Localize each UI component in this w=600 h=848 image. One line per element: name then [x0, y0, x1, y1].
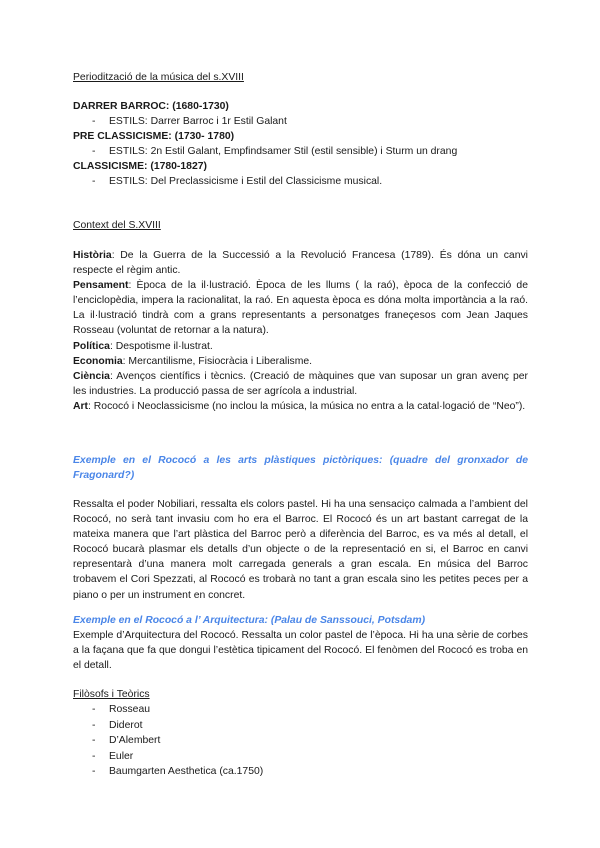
philosopher-name: Baumgarten Aesthetica (ca.1750) [109, 766, 264, 777]
era-title-pre-classicism: PRE CLASSICISME: (1730- 1780) [73, 131, 235, 142]
context-list [73, 248, 528, 414]
context-text: : Època de la il·lustració. Època de les llums ( la raó), època de la confecció de l’enciclopèdia, impera la racionalitat, la raó. En aquesta època es dóna molta importància a la raó. La il·lustració tindrà com a grans representants a personatges franeçesos com Jean Jaques Rosseau (voluntat de retornar a la natura). [73, 280, 528, 337]
bullet-dash: - [92, 116, 96, 127]
context-text: : De la Guerra de la Successió a la Revolució Francesa (1789). És dóna un canvi respecte el règim antic. [73, 250, 528, 277]
context-term: Història [73, 250, 112, 261]
context-item-politics [73, 339, 528, 354]
era-styles-late-baroque: ESTILS: Darrer Barroc i 1r Estil Galant [109, 116, 287, 127]
philosopher-name: Euler [109, 750, 134, 762]
bullet-dash: - [92, 750, 96, 762]
context-text: : Rococó i Neoclassicisme (no inclou la música, la música no entra a la catal·logació de “Neo”). [88, 400, 526, 412]
bullet-dash: - [92, 766, 96, 777]
context-term: Economia [73, 355, 123, 367]
periodization-heading: Periodització de la música del s.XVIII [73, 72, 244, 83]
bullet-dash: - [92, 719, 96, 731]
context-item-history [73, 248, 528, 278]
era-styles-classicism: ESTILS: Del Preclassicisme i Estil del Classicisme musical. [109, 176, 383, 187]
philosopher-name: Diderot [109, 719, 143, 731]
rococo-architecture-body: Exemple d’Arquitectura del Rococó. Ressalta un color pastel de l’època. Hi ha una sèrie de corbes a la façana que fa que dongui l’estètica tipicament del Rococó. El fenòmen del Rococó es troba en el detall. [73, 630, 528, 672]
bullet-dash: - [92, 146, 96, 157]
context-text: : Mercantilisme, Fisiocràcia i Liberalisme. [122, 355, 313, 367]
context-item-science [73, 369, 528, 399]
rococo-painting-heading: Exemple en el Rococó a les arts plàstiques pictòriques: (quadre del gronxador de Fragonard?) [73, 455, 528, 482]
era-styles-pre-classicism: ESTILS: 2n Estil Galant, Empfindsamer Stil (estil sensible) i Sturm un drang [109, 146, 458, 157]
bullet-dash: - [92, 704, 96, 715]
context-term: Pensament [73, 280, 129, 292]
context-term: Art [73, 400, 89, 412]
context-item-art [73, 399, 528, 414]
era-title-classicism: CLASSICISME: (1780-1827) [73, 161, 207, 172]
context-term: Política [73, 340, 110, 352]
rococo-architecture-heading: Exemple en el Rococó a l’ Arquitectura: (Palau de Sanssouci, Potsdam) [73, 615, 426, 626]
context-item-thought [73, 278, 528, 338]
bullet-dash: - [92, 176, 96, 187]
rococo-painting-body: Ressalta el poder Nobiliari, ressalta els colors pastel. Hi ha una sensaciço calmada a l’ambient del Rococó, no serà tant invasiu com ho era el Barroc. El Rococó és un art bastant carregat de la mateixa manera que l’art plàstica del Barroc però a diferència del Barroc, es va més al detall, el Rococó bucarà plasmar els detalls d’un objecte o de la representació en si, el Barroc en canvi representarà d’una manera molt carregada generals a gran escala. En música del Barroc trobavem el Cori Spezzati, al Rococó es trobarà no tant a gran escala sino les petites peces per a piano o per un instrument en concret. [73, 499, 528, 601]
context-text: : Despotisme il·lustrat. [109, 340, 213, 352]
context-term: Ciència [73, 370, 110, 382]
context-item-economy [73, 354, 528, 369]
context-text: : Avenços científics i tècnics. (Creació de màquines que van suposar un gran avenç per les industries. La producció passa de ser agrícola a industrial. [73, 370, 528, 397]
philosophers-heading: Filòsofs i Teòrics [73, 689, 150, 700]
context-heading: Context del S.XVIII [73, 220, 161, 231]
bullet-dash: - [92, 735, 96, 746]
era-title-late-baroque: DARRER BARROC: (1680-1730) [73, 101, 229, 112]
philosopher-name: D’Alembert [109, 735, 161, 746]
philosopher-name: Rosseau [109, 704, 151, 715]
